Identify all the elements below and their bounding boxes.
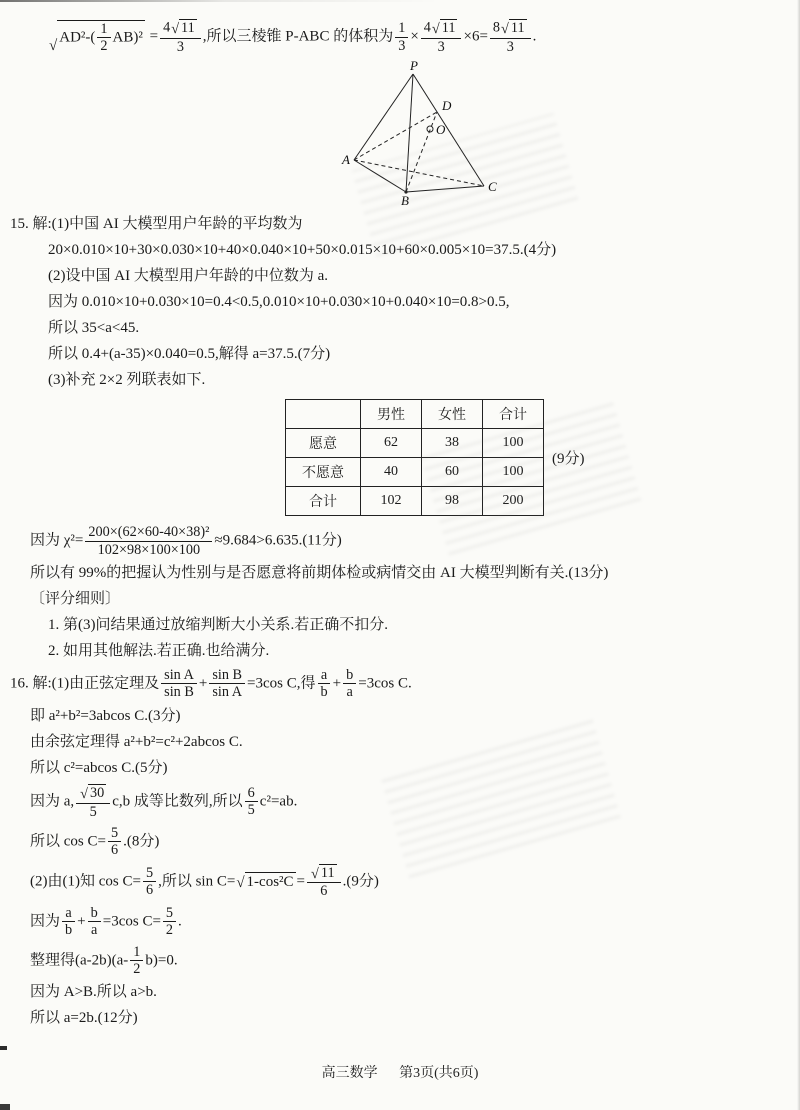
edge-bc: [406, 186, 484, 192]
table-cell: 200: [483, 487, 544, 516]
label-d: D: [442, 98, 452, 114]
grading-note: 1. 第(3)问结果通过放缩判断大小关系.若正确不扣分.: [48, 616, 388, 633]
solution-line: 整理得(a-2b)(a- $\frac{1}{2}$ b)=0.: [30, 943, 178, 977]
solution-line: 因为 a, √ 30 5 c,b 成等比数列,所以 $\frac{6}{5}$ c²=ab.: [30, 784, 298, 820]
solution-line: 即 a²+b²=3abcos C.(3分): [30, 707, 181, 724]
solution-line: 16. 解:(1)由正弦定理及 $\frac{\text{sin A}}{\text{sin B}}$ + $\frac{\text{sin B}}{\text{sin A}}$ =3cos C,得 $\frac{a}{b}$ + $\frac{b}{a}$ =3cos C.: [10, 666, 412, 701]
table-cell: 40: [361, 458, 422, 487]
solution-line: 由余弦定理得 a²+b²=c²+2abcos C.: [30, 733, 243, 750]
label-c: C: [488, 179, 497, 195]
footer-course: 高三数学: [321, 1066, 378, 1081]
table-container: [285, 399, 786, 516]
table-cell: 62: [361, 429, 422, 458]
tetrahedron-figure: [338, 60, 508, 208]
edge-bd-dashed: [406, 112, 437, 192]
solution-line: 15. 解:(1)中国 AI 大模型用户年龄的平均数为: [10, 216, 303, 233]
table-cell: 100: [483, 458, 544, 487]
scan-edge-artifact-top: [0, 0, 800, 2]
solution-line: 所以有 99%的把握认为性别与是否愿意将前期体检或病情交由 AI 大模型判断有关.(13分): [30, 564, 609, 581]
label-b: B: [401, 193, 409, 209]
solution-line: 所以 35<a<45.: [48, 320, 140, 337]
contingency-table: [285, 399, 544, 516]
solution-line: 因为 0.010×10+0.030×10=0.4<0.5,0.010×10+0.030×10+0.040×10=0.8>0.5,: [48, 294, 510, 311]
solution-line: 所以 c²=abcos C.(5分): [30, 759, 168, 776]
scan-corner-mark: [0, 1046, 7, 1050]
table-header-cell: 男性: [361, 400, 422, 429]
question-15-solution: [10, 214, 786, 662]
table-cell: 98: [422, 487, 483, 516]
solution-line: 所以 0.4+(a-35)×0.040=0.5,解得 a=37.5.(7分): [48, 346, 331, 363]
solution-line: 因为 $\frac{a}{b}$ + $\frac{b}{a}$ =3cos C= $\frac{5}{2}$ .: [30, 904, 182, 939]
table-cell: 102: [361, 487, 422, 516]
solution-line: (2)由(1)知 cos C= $\frac{5}{6}$ ,所以 sin C= √ 1-cos²C = √ 11 6 .(9分): [30, 864, 379, 900]
question-16-solution: [10, 667, 786, 1029]
solution-line: 20×0.010×10+30×0.030×10+40×0.040×10+50×0.015×10+60×0.005×10=37.5.(4分): [48, 242, 557, 259]
table-row: [286, 458, 544, 487]
table-row-label: 不愿意: [286, 458, 361, 487]
table-corner-cell: [286, 400, 361, 429]
grading-notes-title: 〔评分细则〕: [30, 590, 121, 607]
figure-container: [338, 60, 786, 208]
score-note: (9分): [552, 451, 585, 468]
edge-pa: [354, 74, 413, 160]
table-row: [286, 487, 544, 516]
volume-formula-line: √ AD²-( $\frac{1}{2}$ AB)² = 4 √ 11 3 ,所以三棱锥 P-ABC 的体积为 $\frac{1}{3}$ × 4 √ 11 3 ×6= 8 √ 11 3 .: [49, 19, 537, 55]
page-footer: [0, 1062, 800, 1082]
solution-line: (3)补充 2×2 列联表如下.: [48, 372, 206, 389]
scan-corner-mark-bottom: [0, 1104, 10, 1110]
solution-line: 因为 A>B.所以 a>b.: [30, 984, 157, 1001]
solution-line: 因为 χ²= $\frac{\text{200×(62×60-40×38)²}}{102\times 98\times 100\times 100}$ ≈9.684>6.635.(11分): [30, 524, 342, 558]
table-cell: 38: [422, 429, 483, 458]
edge-ac-dashed: [354, 160, 484, 186]
table-header-cell: 合计: [483, 400, 544, 429]
table-row: [286, 429, 544, 458]
solution-line: 所以 cos C= $\frac{5}{6}$ .(8分): [30, 824, 160, 859]
table-cell: 100: [483, 429, 544, 458]
label-a: A: [342, 152, 350, 168]
table-cell: 60: [422, 458, 483, 487]
edge-ad-dashed: [354, 112, 437, 160]
label-p: P: [410, 60, 418, 74]
solution-line: 所以 a=2b.(12分): [30, 1010, 138, 1027]
table-header-cell: 女性: [422, 400, 483, 429]
solution-line: (2)设中国 AI 大模型用户年龄的中位数为 a.: [48, 268, 328, 285]
table-row-label: 愿意: [286, 429, 361, 458]
table-row-label: 合计: [286, 487, 361, 516]
edge-ab: [354, 160, 406, 192]
label-o: O: [436, 122, 446, 138]
table-row: [286, 400, 544, 429]
grading-note: 2. 如用其他解法.若正确.也给满分.: [48, 642, 270, 659]
edge-pc: [413, 74, 484, 186]
footer-page-number: 第3页(共6页): [399, 1066, 479, 1081]
edge-pb: [406, 74, 413, 192]
